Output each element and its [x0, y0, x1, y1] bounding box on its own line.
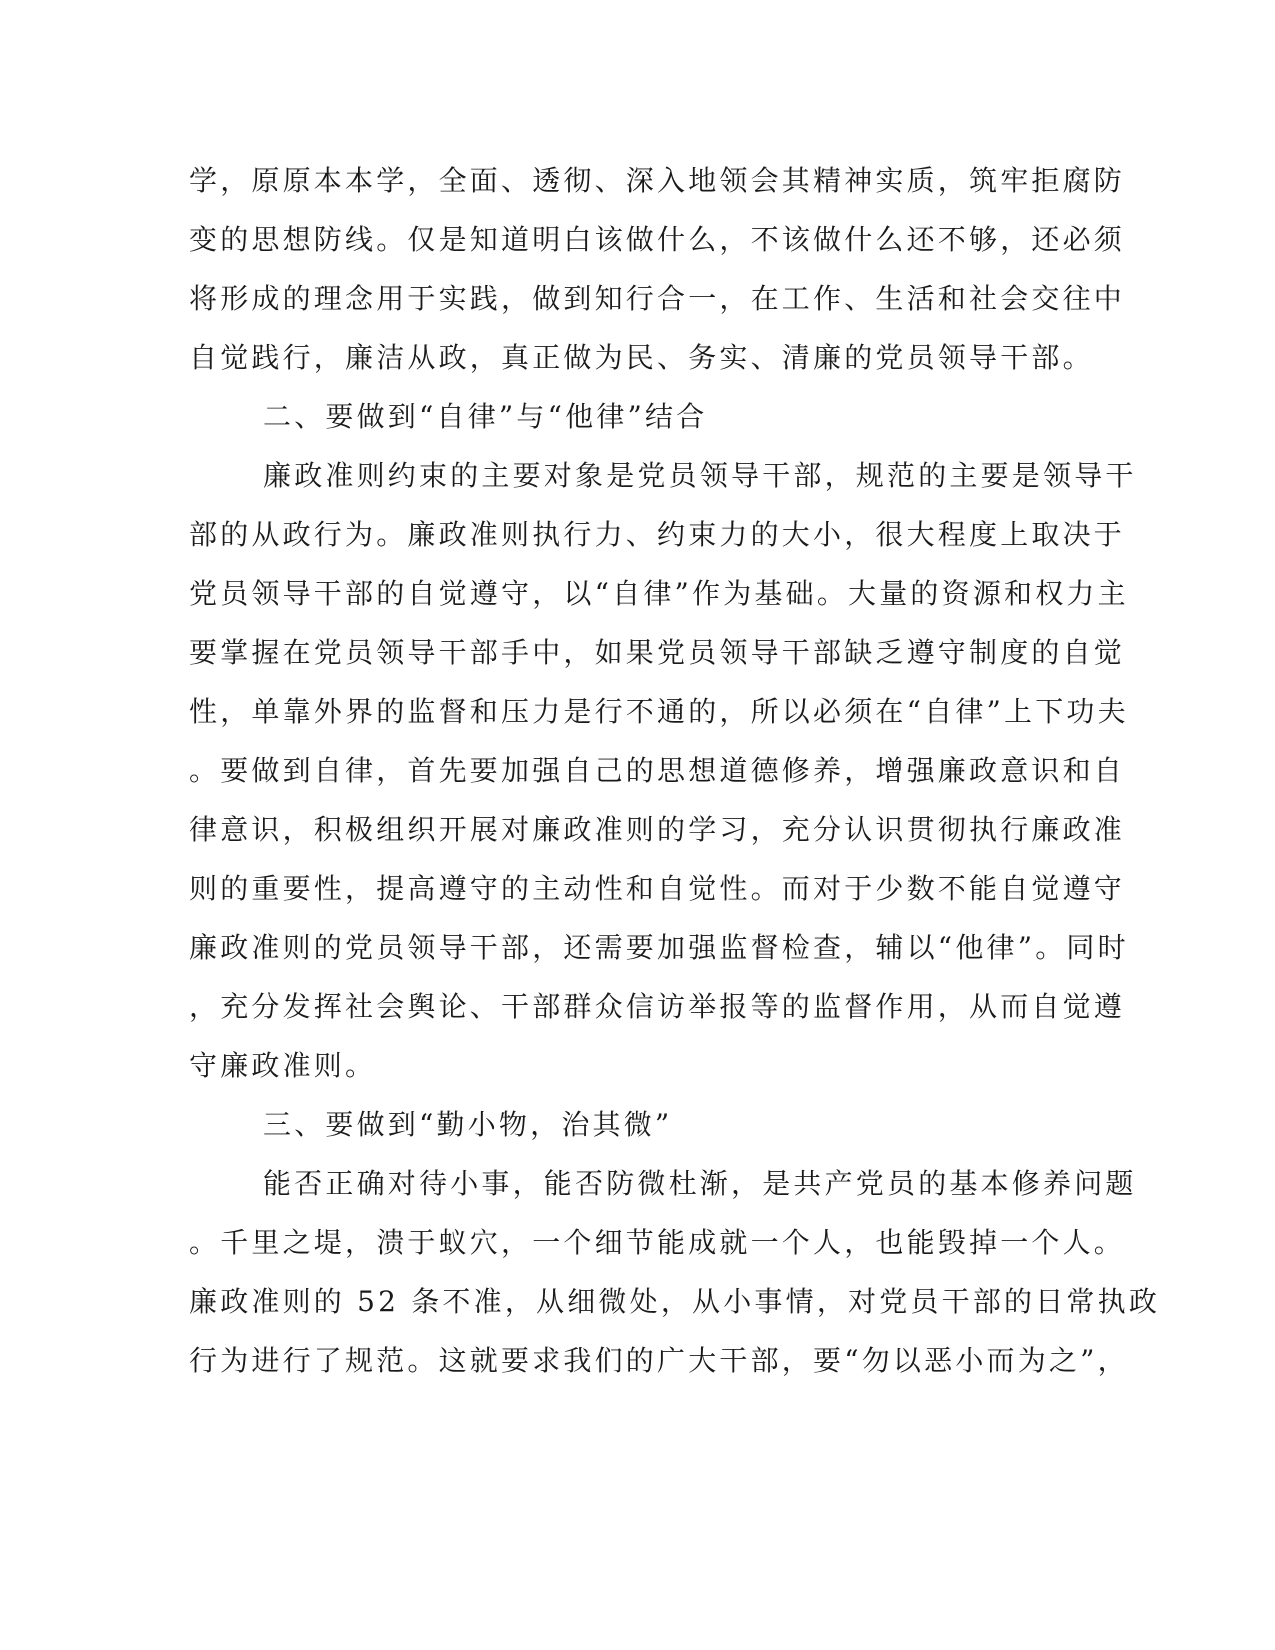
text-line: 。千里之堤，溃于蚁穴，一个细节能成就一个人，也能毁掉一个人。 [189, 1226, 1126, 1259]
text-line: 性，单靠外界的监督和压力是行不通的，所以必须在“自律”上下功夫 [189, 695, 1129, 728]
text-line: 学，原原本本学，全面、透彻、深入地领会其精神实质，筑牢拒腐防 [189, 164, 1126, 197]
section-heading: 三、要做到“勤小物，治其微” [263, 1108, 673, 1141]
text-line: 要掌握在党员领导干部手中，如果党员领导干部缺乏遵守制度的自觉 [189, 636, 1126, 669]
text-line: 自觉践行，廉洁从政，真正做为民、务实、清廉的党员领导干部。 [189, 341, 1094, 374]
text-line: 则的重要性，提高遵守的主动性和自觉性。而对于少数不能自觉遵守 [189, 872, 1126, 905]
text-line: 守廉政准则。 [189, 1049, 377, 1082]
text-line: 部的从政行为。廉政准则执行力、约束力的大小，很大程度上取决于 [189, 518, 1126, 551]
text-line: 廉政准则的 52 条不准，从细微处，从小事情，对党员干部的日常执政 [189, 1285, 1161, 1318]
text-line: 律意识，积极组织开展对廉政准则的学习，充分认识贯彻执行廉政准 [189, 813, 1126, 846]
text-line: 将形成的理念用于实践，做到知行合一，在工作、生活和社会交往中 [189, 282, 1126, 315]
text-line: ，充分发挥社会舆论、干部群众信访举报等的监督作用，从而自觉遵 [189, 990, 1126, 1023]
text-line: 廉政准则约束的主要对象是党员领导干部，规范的主要是领导干 [263, 459, 1137, 492]
text-line: 党员领导干部的自觉遵守，以“自律”作为基础。大量的资源和权力主 [189, 577, 1129, 610]
text-line: 行为进行了规范。这就要求我们的广大干部，要“勿以恶小而为之”， [189, 1344, 1129, 1377]
text-line: 变的思想防线。仅是知道明白该做什么，不该做什么还不够，还必须 [189, 223, 1126, 256]
text-line: 廉政准则的党员领导干部，还需要加强监督检查，辅以“他律”。同时 [189, 931, 1129, 964]
section-heading: 二、要做到“自律”与“他律”结合 [263, 400, 708, 433]
text-line: 能否正确对待小事，能否防微杜渐，是共产党员的基本修养问题 [263, 1167, 1137, 1200]
text-line: 。要做到自律，首先要加强自己的思想道德修养，增强廉政意识和自 [189, 754, 1126, 787]
